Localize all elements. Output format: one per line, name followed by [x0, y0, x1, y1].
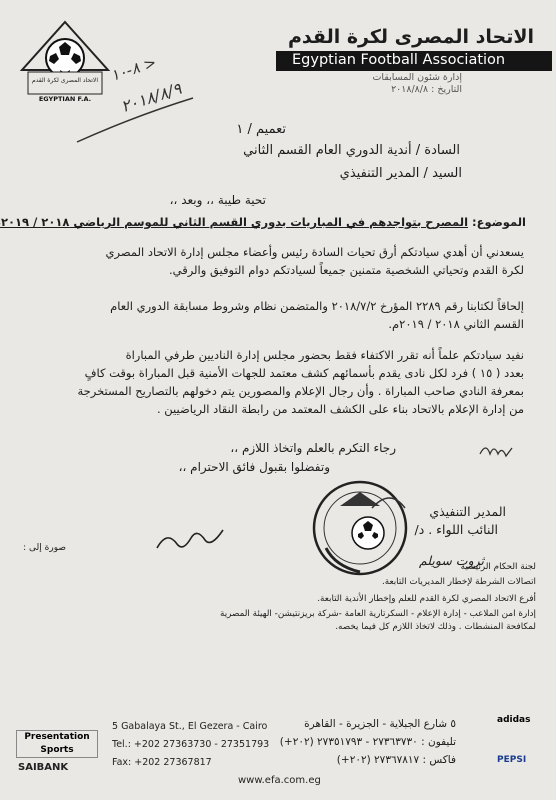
recipient-director: السيد / المدير التنفيذي [339, 166, 462, 181]
paragraph-3-line-1: نفيد سيادتكم علماً أنه تقرر الاكتفاء فقط بحضور مجلس إدارة الناديين طرفي المباراة [125, 348, 524, 362]
footer-address-en: 5 Gabalaya St., El Gezera - Cairo [112, 721, 268, 732]
footer-phone-en: Tel.: +202 27363730 - 27351793 [112, 739, 270, 750]
paragraph-1-line-1: يسعدني أن أهدي سيادتكم أرق تحيات السادة رئيس وأعضاء مجلس إدارة الاتحاد المصري [105, 245, 524, 259]
footer-phone-ar: تليفون : ٢٧٣٦٣٧٣٠ - ٢٧٣٥١٧٩٣ (٢٠٢+) [279, 736, 456, 748]
cc-line-5: لمكافحة المنشطات . وذلك لاتخاذ اللازم كل فيما يخصه. [335, 622, 536, 632]
subject-text: المصرح بتواجدهم في المباريات بدوري القسم الثاني للموسم الرياضي ٢٠١٨ / ٢٠١٩ [1, 215, 469, 229]
signatory-name: ثروت سويلم [418, 553, 484, 568]
efa-logo [20, 20, 110, 105]
official-stamp [310, 478, 410, 578]
department: إدارة شئون المسابقات [372, 72, 462, 83]
notice-number: تعميم / ١ [236, 122, 286, 137]
closing-regards: وتفضلوا بقبول فائق الاحترام ،، [178, 460, 330, 474]
footer-fax-ar: فاكس : ٢٧٣٦٧٨١٧ (٢٠٢+) [336, 754, 456, 766]
paragraph-2-line-2: القسم الثاني ٢٠١٨ / ٢٠١٩م. [388, 317, 524, 331]
logo-text-ar: الاتحاد المصرى لكرة القدم [31, 77, 99, 84]
sponsor-pepsi-logo: PEPSI [497, 755, 527, 765]
paragraph-3-line-2: بعدد ( ١٥ ) فرد لكل نادى يقدم بأسمائهم كشف معتمد للجهات الأمنية قبل المباراة بوقت كافٍ [84, 366, 524, 380]
handwritten-date: ٢٠١٨/٨/٩ [118, 78, 184, 117]
paragraph-3-line-3: بمعرفة النادي صاحب المباراة . وأن رجال الإعلام والمصورين يتم دخولهم بالتصاريح المستخرجة [77, 384, 524, 398]
cc-line-3: أفرع الاتحاد المصري لكرة القدم للعلم وإخطار الأندية التابعة. [317, 594, 536, 604]
handwritten-number: ٨-١٠ > [108, 53, 159, 85]
signatory-title: المدير التنفيذي [429, 504, 506, 519]
closing-request: رجاء التكرم بالعلم واتخاذ اللازم ،، [230, 441, 396, 455]
sponsor-adidas-logo: adidas [497, 715, 531, 725]
footer-fax-en: Fax: +202 27367817 [112, 757, 212, 768]
cc-line-2: اتصالات الشرطة لإخطار المديريات التابعة. [381, 577, 536, 587]
signatory-rank: النائب اللواء . د/ [414, 522, 498, 537]
sponsor-presentation-logo: Presentation Sports [16, 730, 98, 758]
org-name-en: Egyptian Football Association [292, 52, 506, 68]
cc-line-1: لجنة الحكام الرئيسية [460, 562, 536, 572]
sponsor-saib-logo: SAIBANK [18, 762, 69, 773]
subject-line [0, 215, 526, 229]
paragraph-1-line-2: لكرة القدم وتحياتي الشخصية متمنين جميعاً لسيادتكم دوام التوفيق والرقي. [168, 263, 524, 277]
subject-label: الموضوع: [472, 215, 526, 229]
handwritten-underline [75, 96, 195, 146]
org-name-ar: الاتحاد المصرى لكرة القدم [288, 26, 534, 48]
paragraph-3-line-4: من إدارة الإعلام بالاتحاد بناء على الكشف المعتمد من رابطة النقاد الرياضيين . [156, 402, 524, 416]
letter-date: التاريخ : ٢٠١٨/٨/٨ [391, 84, 462, 95]
cc-line-4: إدارة امن الملاعب - إدارة الإعلام - السكرتارية العامة -شركة بريزنتيشن- الهيئة المصرية [220, 609, 536, 619]
handwritten-signature [155, 526, 225, 556]
paragraph-2-line-1: إلحاقاً لكتابنا رقم ٢٢٨٩ المؤرخ ٢٠١٨/٧/٢ والمتضمن نظام وشروط مسابقة الدوري العام [110, 299, 524, 313]
recipient-clubs: السادة / أندية الدوري العام القسم الثاني [243, 143, 460, 158]
initials-mark [478, 440, 514, 460]
cc-heading: صورة إلى : [23, 543, 66, 553]
footer-address-ar: ٥ شارع الجبلاية - الجزيرة - القاهرة [304, 718, 456, 730]
greeting: تحية طيبة ،، وبعد ،، [169, 193, 266, 207]
logo-text-en: EGYPTIAN F.A. [38, 95, 92, 103]
website-link[interactable]: www.efa.com.eg [238, 775, 321, 786]
